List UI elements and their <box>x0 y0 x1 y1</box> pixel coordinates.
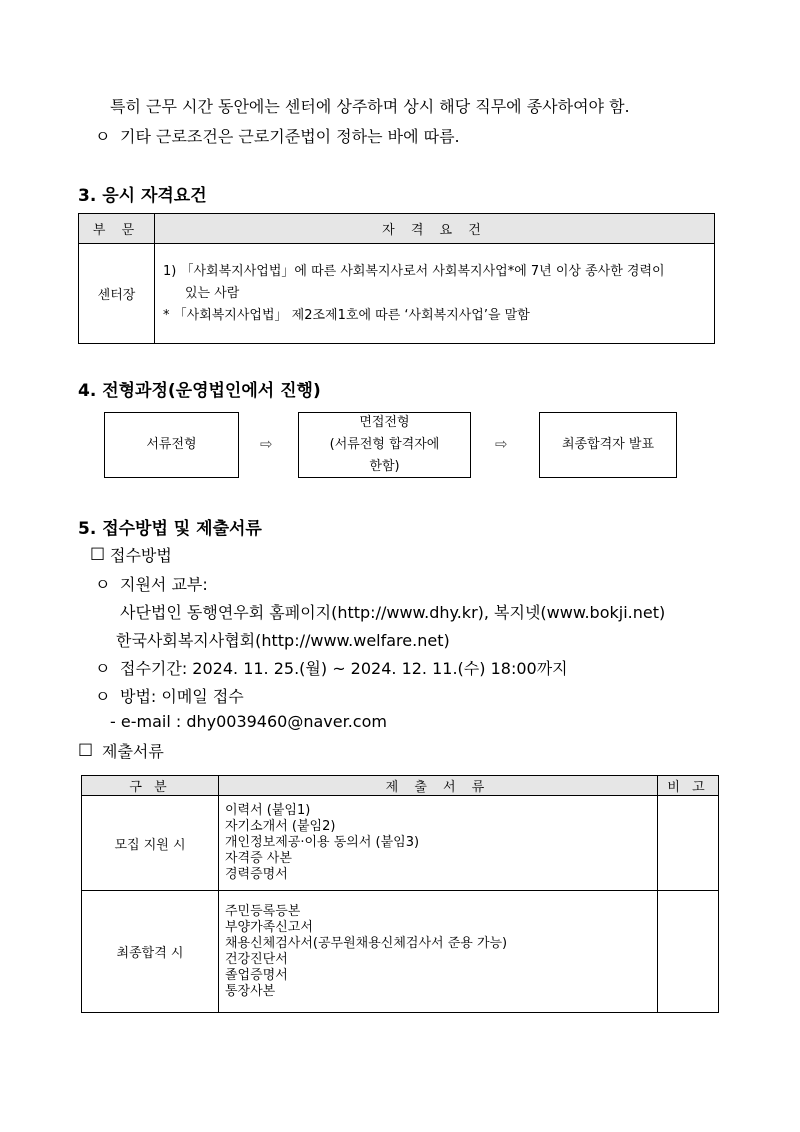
bullet: ㅇ <box>95 127 111 146</box>
distribution-label: 지원서 교부: <box>120 575 208 594</box>
requirement-1: 1) 「사회복지사업법」에 따른 사회복지사로서 사회복지사업*에 7년 이상 종사한 경력이 <box>163 263 665 279</box>
col-header-category: 구 분 <box>82 776 219 796</box>
list-item: 채용신체검사서(공무원채용신체검사서 준용 가능) <box>225 935 508 951</box>
list-item: 자기소개서 (붙임2) <box>225 819 336 834</box>
list-item: 건강진단서 <box>225 951 288 967</box>
intro-line-2: 기타 근로조건은 근로기준법이 정하는 바에 따름. <box>120 127 460 146</box>
step-2-line-3: 한함) <box>369 459 400 474</box>
row-label-final: 최종합격 시 <box>82 891 219 1013</box>
bullet: ㅇ <box>95 575 111 594</box>
list-item: 자격증 사본 <box>225 851 292 866</box>
remarks-cell <box>658 796 719 891</box>
list-item: 졸업증명서 <box>225 967 288 983</box>
qualification-table <box>78 213 715 344</box>
subheading-documents: 제출서류 <box>102 742 164 761</box>
section-4-title: 4. 전형과정(운영법인에서 진행) <box>78 381 321 401</box>
square-bullet-icon: □ <box>78 739 94 758</box>
requirement-note: * 「사회복지사업법」 제2조제1호에 따른 ‘사회복지사업’을 말함 <box>163 307 530 323</box>
table-row <box>82 891 719 1013</box>
distribution-line-1: 사단법인 동행연우회 홈페이지(http://www.dhy.kr), 복지넷(www.bokji.net) <box>120 603 666 622</box>
table-row <box>82 796 719 891</box>
step-2-line-1: 면접전형 <box>359 415 410 430</box>
col-header-documents: 제 출 서 류 <box>219 776 658 796</box>
section-5-title: 5. 접수방법 및 제출서류 <box>78 519 262 539</box>
list-item: 개인정보제공·이용 동의서 (붙임3) <box>225 835 420 850</box>
documents-cell <box>219 891 658 1013</box>
arrow-right-icon: ⇨ <box>495 435 508 453</box>
documents-cell <box>219 796 658 891</box>
section-3-title: 3. 응시 자격요건 <box>78 186 207 206</box>
row-label-application: 모집 지원 시 <box>82 796 219 891</box>
documents-table <box>81 775 719 1013</box>
email-address: - e-mail : dhy0039460@naver.com <box>110 712 387 731</box>
application-method: 방법: 이메일 접수 <box>120 687 244 706</box>
list-item: 경력증명서 <box>225 867 288 882</box>
arrow-right-icon: ⇨ <box>260 435 273 453</box>
list-item: 주민등록등본 <box>225 903 301 919</box>
list-item: 통장사본 <box>225 983 276 999</box>
intro-line-1: 특히 근무 시간 동안에는 센터에 상주하며 상시 해당 직무에 종사하여야 함. <box>110 97 630 116</box>
requirement-1-cont: 있는 사람 <box>185 285 240 301</box>
remarks-cell <box>658 891 719 1013</box>
list-item: 이력서 (붙임1) <box>225 803 311 818</box>
list-item: 부양가족신고서 <box>225 919 313 935</box>
distribution-line-2: 한국사회복지사협회(http://www.welfare.net) <box>116 631 450 650</box>
qualification-cell <box>155 244 715 344</box>
step-interview <box>298 412 471 478</box>
col-header-division: 부 문 <box>79 214 155 244</box>
bullet: ㅇ <box>95 659 111 678</box>
step-document-screening <box>104 412 239 478</box>
subheading-application: 접수방법 <box>110 546 172 565</box>
step-1-label: 서류전형 <box>146 437 197 452</box>
application-period: 접수기간: 2024. 11. 25.(월) ~ 2024. 12. 11.(수) 18:00까지 <box>120 659 568 678</box>
row-label-director: 센터장 <box>79 244 155 344</box>
col-header-qualification: 자 격 요 건 <box>155 214 715 244</box>
square-bullet-icon: □ <box>90 543 106 562</box>
bullet: ㅇ <box>95 687 111 706</box>
step-2-line-2: (서류전형 합격자에 <box>329 437 440 452</box>
step-final-announcement <box>539 412 677 478</box>
step-3-label: 최종합격자 발표 <box>561 437 655 452</box>
col-header-remarks: 비 고 <box>658 776 719 796</box>
